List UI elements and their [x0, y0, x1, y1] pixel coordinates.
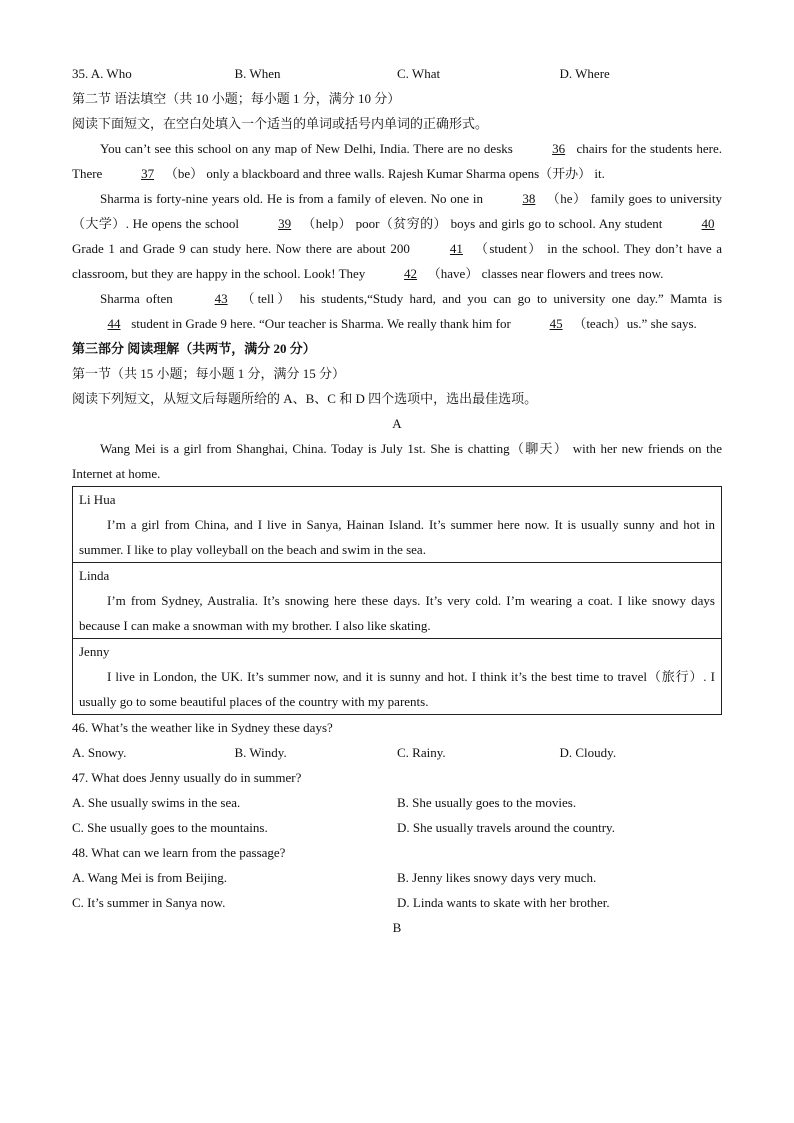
question-47-options-row-1	[72, 790, 722, 815]
reading-instruction: 阅读下列短文，从短文后每题所给的 A、B、C 和 D 四个选项中，选出最佳选项。	[72, 391, 538, 406]
question-48-stem: 48. What can we learn from the passage?	[72, 845, 286, 860]
chat-table	[72, 486, 722, 715]
blank-36: 36	[552, 141, 566, 156]
option-d: D. Cloudy.	[559, 745, 617, 760]
cloze-paragraph-3: Sharma often 43 （tell） his students,“Study hard, and you can go to university one day.” Mamta is 44 student in Grade 9 here. “Our teacher is Sharma. We really thank him for 45 （teach）us.” she says.	[72, 286, 722, 336]
blank-45: 45	[549, 316, 563, 331]
chat-name: Li Hua	[79, 492, 116, 507]
option-b: B. She usually goes to the movies.	[397, 795, 577, 810]
blank-37: 37	[141, 166, 155, 181]
option-a: A. Snowy.	[72, 745, 127, 760]
option-d: D. She usually travels around the country.	[397, 820, 615, 835]
chat-name: Jenny	[79, 644, 110, 659]
blank-44: 44	[107, 316, 121, 331]
blank-41: 41	[449, 241, 463, 256]
option-c: C. It’s summer in Sanya now.	[72, 895, 226, 910]
chat-row	[73, 639, 722, 715]
question-47-stem: 47. What does Jenny usually do in summer?	[72, 770, 302, 785]
passage-intro: Wang Mei is a girl from Shanghai, China. Today is July 1st. She is chatting（聊天） with her new friends on the Internet at home.	[72, 441, 722, 481]
option-b: B. Windy.	[234, 745, 287, 760]
option-c: C. What	[397, 66, 441, 81]
exam-page	[72, 61, 722, 940]
section-heading: 第二节 语法填空（共 10 小题；每小题 1 分，满分 10 分）	[72, 91, 401, 106]
chat-name: Linda	[79, 568, 110, 583]
option-d: D. Linda wants to skate with her brother.	[397, 895, 610, 910]
chat-message: I’m from Sydney, Australia. It’s snowing here these days. It’s very cold. I’m wearing a coat. I like snowy days because I can make a snowman with my brother. I also like skating.	[79, 593, 715, 633]
option-d: D. Where	[559, 66, 610, 81]
blank-43: 43	[214, 291, 228, 306]
cloze-paragraph-1: You can’t see this school on any map of New Delhi, India. There are no desks 36 chairs for the students here. There 37 （be） only a blackboard and three walls. Rajesh Kumar Sharma opens（开办） it.	[72, 136, 722, 186]
chat-row	[73, 487, 722, 563]
chat-row	[73, 563, 722, 639]
blank-42: 42	[404, 266, 418, 281]
blank-39: 39	[278, 216, 292, 231]
passage-label-a: A	[392, 416, 402, 431]
option-b: B. Jenny likes snowy days very much.	[397, 870, 597, 885]
question-47-options-row-2	[72, 815, 722, 840]
blank-40: 40	[701, 216, 715, 231]
option-b: B. When	[234, 66, 281, 81]
question-46-stem: 46. What’s the weather like in Sydney these days?	[72, 720, 333, 735]
section-instruction: 阅读下面短文，在空白处填入一个适当的单词或括号内单词的正确形式。	[72, 116, 489, 131]
option-a: A. Wang Mei is from Beijing.	[72, 870, 228, 885]
chat-message: I live in London, the UK. It’s summer now, and it is sunny and hot. I think it’s the best time to travel（旅行）. I usually go to some beautiful places of the country with my parents.	[79, 669, 715, 709]
cloze-paragraph-2: Sharma is forty-nine years old. He is from a family of eleven. No one in 38 （he） family goes to university（大学）. He opens the school 39 （help） poor（贫穷的） boys and girls go to school. Any student 40 Grade 1 and Grade 9 can study here. Now there are about 200 41 （student） in the school. They don’t have a classroom, but they are happy in the school. Look! They 42 （have） classes near flowers and trees now.	[72, 186, 722, 286]
option-a: A. She usually swims in the sea.	[72, 795, 241, 810]
option-a: 35. A. Who	[72, 66, 132, 81]
question-48-options-row-1	[72, 865, 722, 890]
question-35	[72, 61, 722, 86]
option-c: C. She usually goes to the mountains.	[72, 820, 268, 835]
part-heading: 第三部分 阅读理解（共两节，满分 20 分）	[72, 341, 316, 356]
subsection-heading: 第一节（共 15 小题；每小题 1 分，满分 15 分）	[72, 366, 346, 381]
question-48-options-row-2	[72, 890, 722, 915]
option-c: C. Rainy.	[397, 745, 446, 760]
chat-message: I’m a girl from China, and I live in Sanya, Hainan Island. It’s summer here now. It is usually sunny and hot in summer. I like to play volleyball on the beach and swim in the sea.	[79, 517, 715, 557]
blank-38: 38	[522, 191, 536, 206]
question-46-options	[72, 740, 722, 765]
passage-label-b: B	[392, 920, 402, 935]
